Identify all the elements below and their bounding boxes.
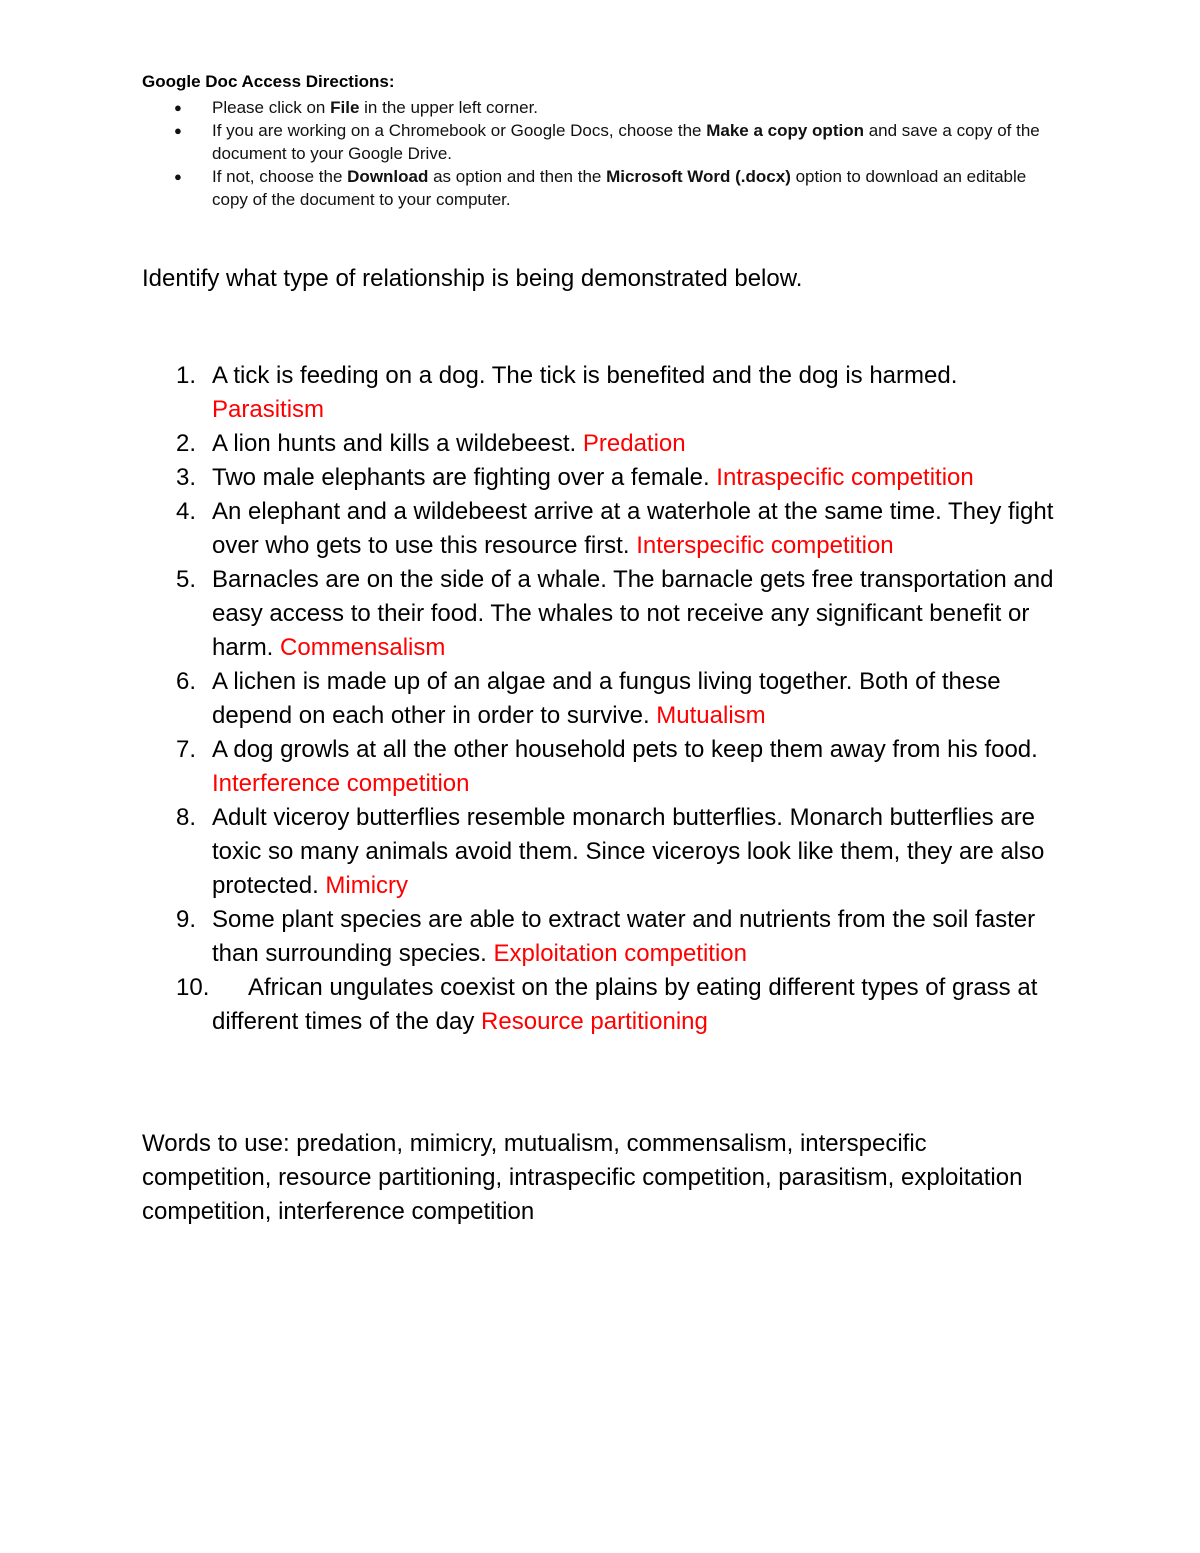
question-number: 10. [176, 974, 210, 1001]
question-list [142, 359, 1062, 1039]
question-number: 1. [176, 362, 197, 389]
document-page [142, 70, 1062, 1229]
answer-text: Resource partitioning [481, 1008, 708, 1035]
question-text: Some plant species are able to extract water and nutrients from the soil faster than surrounding species. [212, 906, 1036, 967]
answer-text: Predation [582, 430, 686, 457]
question-number: 7. [176, 736, 197, 763]
answer-text: Interspecific competition [636, 532, 894, 559]
question-item [142, 903, 1062, 971]
question-text: Two male elephants are fighting over a female. [212, 464, 717, 491]
question-item [142, 427, 1062, 461]
question-item [142, 495, 1062, 563]
answer-text: Exploitation competition [493, 940, 747, 967]
answer-text: Mutualism [656, 702, 766, 729]
question-text: African ungulates coexist on the plains by eating different types of grass at different times of the day [212, 974, 1038, 1035]
question-number: 2. [176, 430, 197, 457]
question-number: 9. [176, 906, 197, 933]
bullet-icon: ● [174, 169, 182, 184]
question-text: An elephant and a wildebeest arrive at a waterhole at the same time. They fight over who gets to use this resource first. [212, 498, 1054, 559]
bullet-icon: ● [174, 100, 182, 115]
question-text: A lichen is made up of an algae and a fungus living together. Both of these depend on each other in order to survive. [212, 668, 1001, 729]
directions-bullet: ● Please click on File in the upper left corner. [174, 98, 539, 117]
question-number: 5. [176, 566, 197, 593]
question-text: Barnacles are on the side of a whale. The barnacle gets free transportation and easy access to their food. The whales to not receive any significant benefit or harm. [212, 566, 1054, 661]
question-item [142, 359, 1062, 427]
bullet-icon: ● [174, 123, 182, 138]
answer-text: Commensalism [280, 634, 446, 661]
question-item [142, 665, 1062, 733]
question-text: A lion hunts and kills a wildebeest. [212, 430, 583, 457]
question-number: 8. [176, 804, 197, 831]
question-text: A tick is feeding on a dog. The tick is benefited and the dog is harmed. [212, 362, 958, 389]
question-item [142, 563, 1062, 665]
question-text: Adult viceroy butterflies resemble monarch butterflies. Monarch butterflies are toxic so many animals avoid them. Since viceroys look like them, they are also protected. [212, 804, 1045, 899]
directions-heading: Google Doc Access Directions: [142, 72, 395, 91]
question-text: A dog growls at all the other household pets to keep them away from his food. [212, 736, 1038, 763]
question-item [142, 801, 1062, 903]
directions-bullet: ● If not, choose the Download as option and then the Microsoft Word (.docx) option to download an editable copy of the document to your computer. [174, 167, 1027, 209]
directions-list [142, 96, 1062, 211]
directions-bullet: ● If you are working on a Chromebook or Google Docs, choose the Make a copy option and save a copy of the document to your Google Drive. [174, 121, 1040, 163]
word-bank: Words to use: predation, mimicry, mutualism, commensalism, interspecific competition, resource partitioning, intraspecific competition, parasitism, exploitation competition, interference competition [142, 1130, 1023, 1225]
question-prompt: Identify what type of relationship is being demonstrated below. [142, 265, 803, 292]
answer-text: Intraspecific competition [716, 464, 974, 491]
question-number: 4. [176, 498, 197, 525]
answer-text: Interference competition [212, 770, 470, 797]
question-item [142, 461, 1062, 495]
answer-text: Parasitism [212, 396, 325, 423]
question-item [142, 971, 1062, 1039]
answer-text: Mimicry [325, 872, 409, 899]
question-item [142, 733, 1062, 801]
question-number: 3. [176, 464, 197, 491]
question-number: 6. [176, 668, 197, 695]
